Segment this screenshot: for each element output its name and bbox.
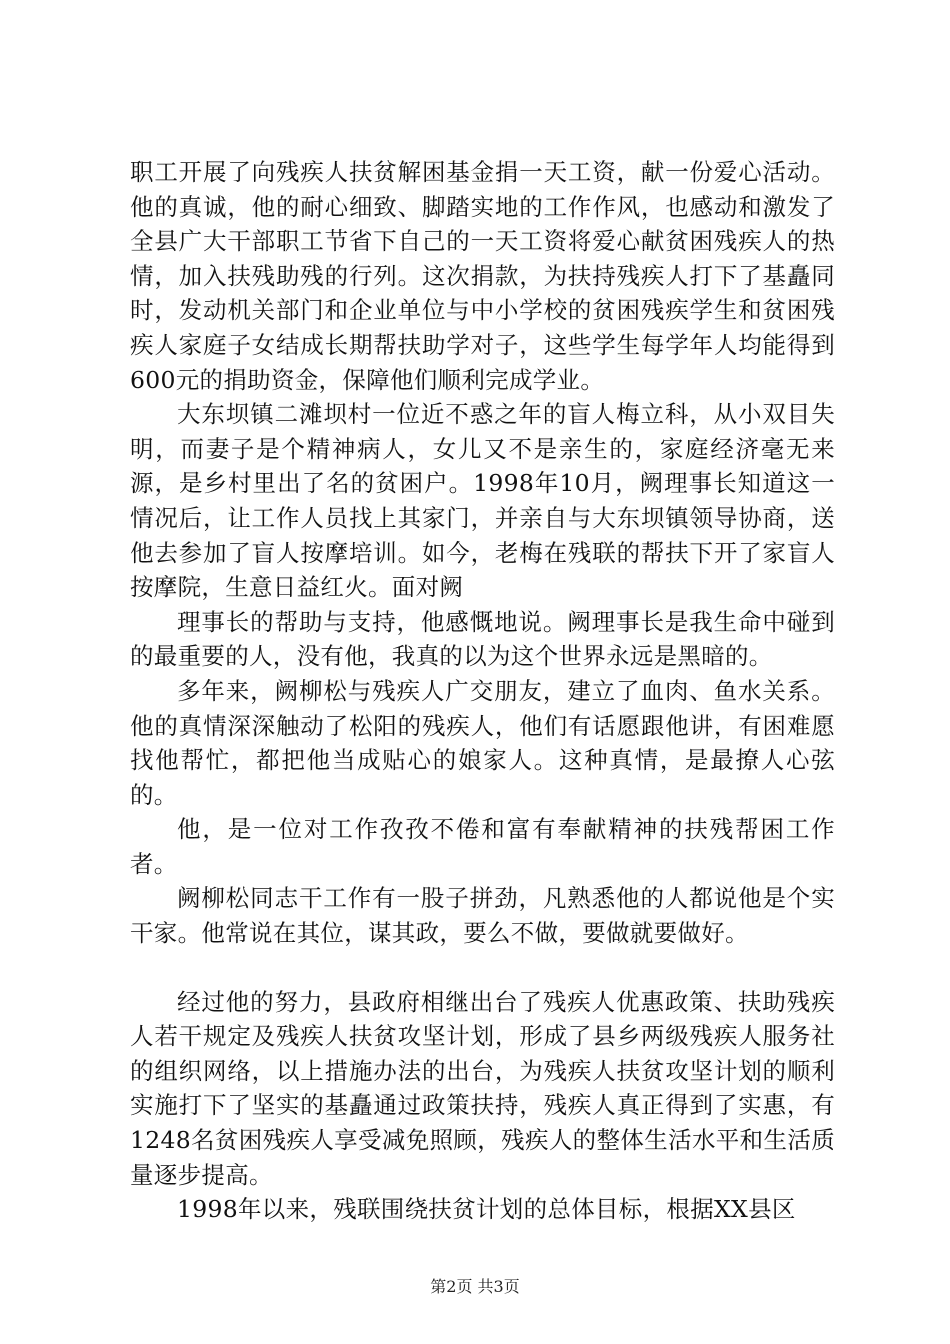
paragraph-4: 多年来，阙柳松与残疾人广交朋友，建立了血肉、鱼水关系。他的真情深深触动了松阳的残疾人，他们有话愿跟他讲，有困难愿找他帮忙，都把他当成贴心的娘家人。这种真情，是最撩人心弦的。 (130, 676, 835, 809)
paragraph-3: 理事长的帮助与支持，他感慨地说。阙理事长是我生命中碰到的最重要的人，没有他，我真的以为这个世界永远是黑暗的。 (130, 607, 835, 671)
paragraph-1: 职工开展了向残疾人扶贫解困基金捐一天工资，献一份爱心活动。他的真诚，他的耐心细致、脚踏实地的工作作风，也感动和激发了全县广大干部职工节省下自己的一天工资将爱心献贫困残疾人的热情，加入扶残助残的行列。这次捐款，为扶持残疾人打下了基矗同时，发动机关部门和企业单位与中小学校的贫困残疾学生和贫困残疾人家庭子女结成长期帮扶助学对子，这些学生每学年人均能得到600元的捐助资金，保障他们顺利完成学业。 (130, 158, 835, 394)
document-body (130, 155, 835, 1227)
paragraph-6: 阙柳松同志干工作有一股子拼劲，凡熟悉他的人都说他是个实干家。他常说在其位，谋其政，要么不做，要做就要做好。 (130, 884, 835, 948)
paragraph-7: 经过他的努力，县政府相继出台了残疾人优惠政策、扶助残疾人若干规定及残疾人扶贫攻坚计划，形成了县乡两级残疾人服务社的组织网络，以上措施办法的出台，为残疾人扶贫攻坚计划的顺利实施打下了坚实的基矗通过政策扶持，残疾人真正得到了实惠，有1248名贫困残疾人享受减免照顾，残疾人的整体生活水平和生活质量逐步提高。 (130, 987, 835, 1189)
page-number-footer: 第2页 共3页 (430, 1277, 520, 1296)
paragraph-2: 大东坝镇二滩坝村一位近不惑之年的盲人梅立科，从小双目失明，而妻子是个精神病人，女儿又不是亲生的，家庭经济毫无来源，是乡村里出了名的贫困户。1998年10月，阙理事长知道这一情况后，让工作人员找上其家门，并亲自与大东坝镇领导协商，送他去参加了盲人按摩培训。如今，老梅在残联的帮扶下开了家盲人按摩院，生意日益红火。面对阙 (130, 400, 835, 602)
paragraph-8: 1998年以来，残联围绕扶贫计划的总体目标，根据XX县区 (177, 1195, 796, 1224)
paragraph-5: 他，是一位对工作孜孜不倦和富有奉献精神的扶残帮困工作者。 (130, 815, 835, 878)
